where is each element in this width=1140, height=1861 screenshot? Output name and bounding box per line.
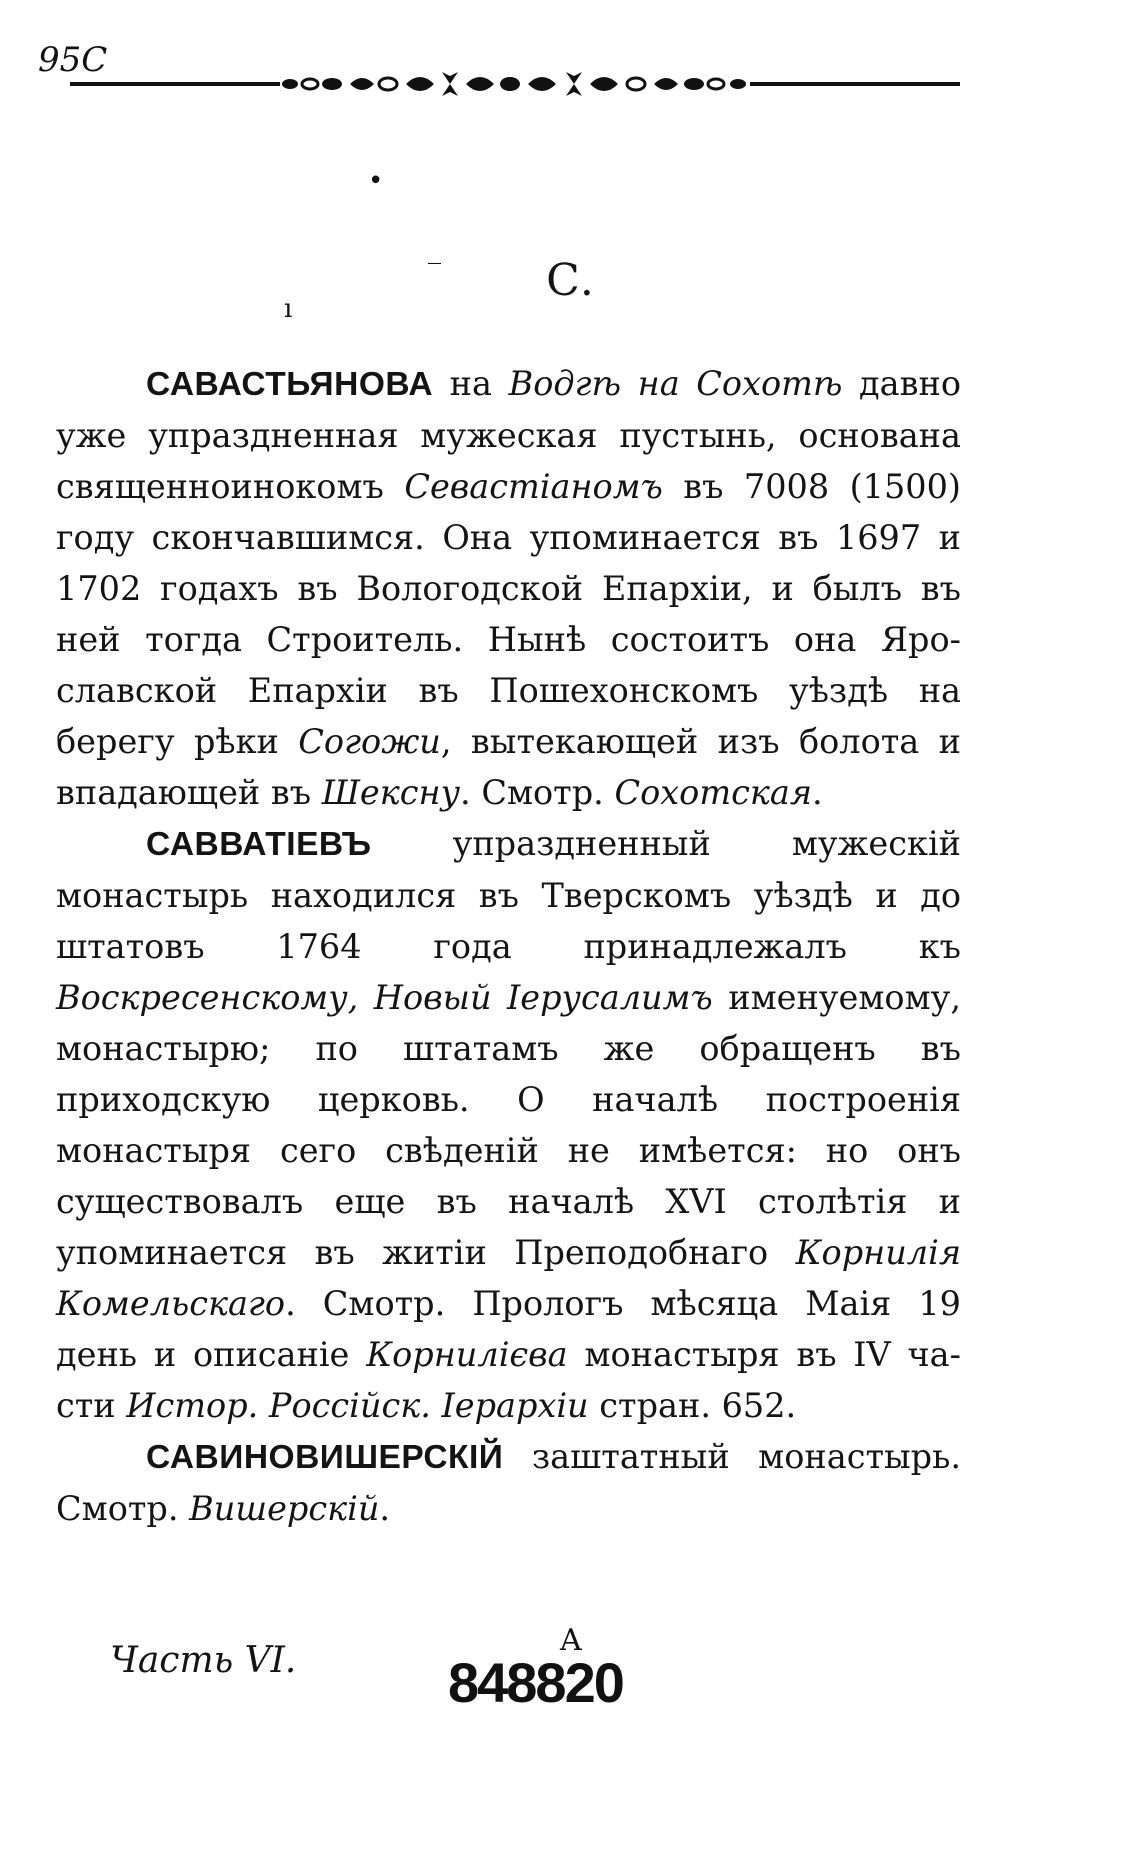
- footer-signature: Часть VI.: [110, 1640, 297, 1681]
- entry-text: монастыря въ IV части: [56, 1335, 961, 1425]
- entry-river-name: Согожи: [298, 722, 441, 761]
- entry-monastery-name: Корнилієва: [366, 1335, 568, 1374]
- print-speck: ı: [284, 294, 293, 324]
- entry-paragraph: [56, 818, 961, 1431]
- entry-text: , вытекающей изъ болота и впадающей въ: [56, 722, 961, 812]
- entry-text: .: [379, 1489, 391, 1528]
- entry-source-title: Истор. Россійск. Іерархіи: [126, 1386, 589, 1425]
- entry-text: именуемому, монастырю; по штатамъ же обращенъ въ приходскую церковь. О началѣ построенія монастыря сего свѣденій не имѣется: но онъ существовалъ еще въ началѣ XVI столѣтія и упоминается въ житіи Преподобнаго: [56, 978, 961, 1272]
- entry-cross-reference: Сохотская: [614, 773, 813, 812]
- entry-saint-name: Корнилія Комельскаго: [56, 1233, 961, 1323]
- entry-paragraph: [56, 1431, 961, 1534]
- entry-headword: САВИНОВИШЕРСКІЙ: [146, 1439, 504, 1476]
- entry-person-name: Севастіаномъ: [404, 467, 663, 506]
- entry-text: .: [812, 773, 823, 812]
- library-stamp-number: 848820: [448, 1651, 623, 1714]
- entry-headword: САВАСТЬЯНОВА: [146, 366, 434, 403]
- entry-text: . Смотр. Прологъ мѣсяца Маія 19 день и описаніе: [56, 1284, 961, 1374]
- entry-monastery-name: Воскресенскому, Новый Іерусалимъ: [56, 978, 713, 1017]
- entry-text: упраздненный мужескій монастырь находился въ Тверскомъ уѣздѣ и до штатовъ 1764 года принадлежалъ къ: [56, 824, 961, 966]
- entry-cross-reference: Вишерскій: [189, 1489, 380, 1528]
- entry-river-name: Шексну: [321, 773, 461, 812]
- entry-paragraph: [56, 358, 961, 818]
- footer-mark: A: [560, 1623, 582, 1658]
- entry-text: на: [433, 364, 509, 403]
- decorative-ornament-rule: [70, 70, 960, 130]
- entry-text: давно уже упраздненная мужеская пустынь, основана священноинокомъ: [56, 364, 962, 506]
- entry-text: заштатный монастырь. Смотр.: [56, 1437, 961, 1528]
- entry-headword: САВВАТІЕВЪ: [146, 826, 372, 863]
- entry-text: въ 7008 (1500) году скончавшимся. Она упоминается въ 1697 и 1702 годахъ въ Вологодской Епархіи, и былъ въ ней тогда Строитель. Нынѣ состоитъ она Ярославской Епархіи въ Пошехонскомъ уѣздѣ на берегу рѣки: [56, 467, 961, 761]
- print-speck: •: [368, 166, 384, 196]
- print-speck: ‾: [428, 260, 441, 290]
- handwritten-shelf-note: 95C: [38, 40, 108, 80]
- entry-text: . Смотр.: [460, 773, 615, 812]
- entry-text: стран. 652.: [588, 1386, 797, 1425]
- dictionary-text: [56, 358, 961, 1534]
- entry-place-name: Водгѣ на Сохотѣ: [508, 364, 843, 403]
- section-letter-heading: С.: [546, 255, 594, 306]
